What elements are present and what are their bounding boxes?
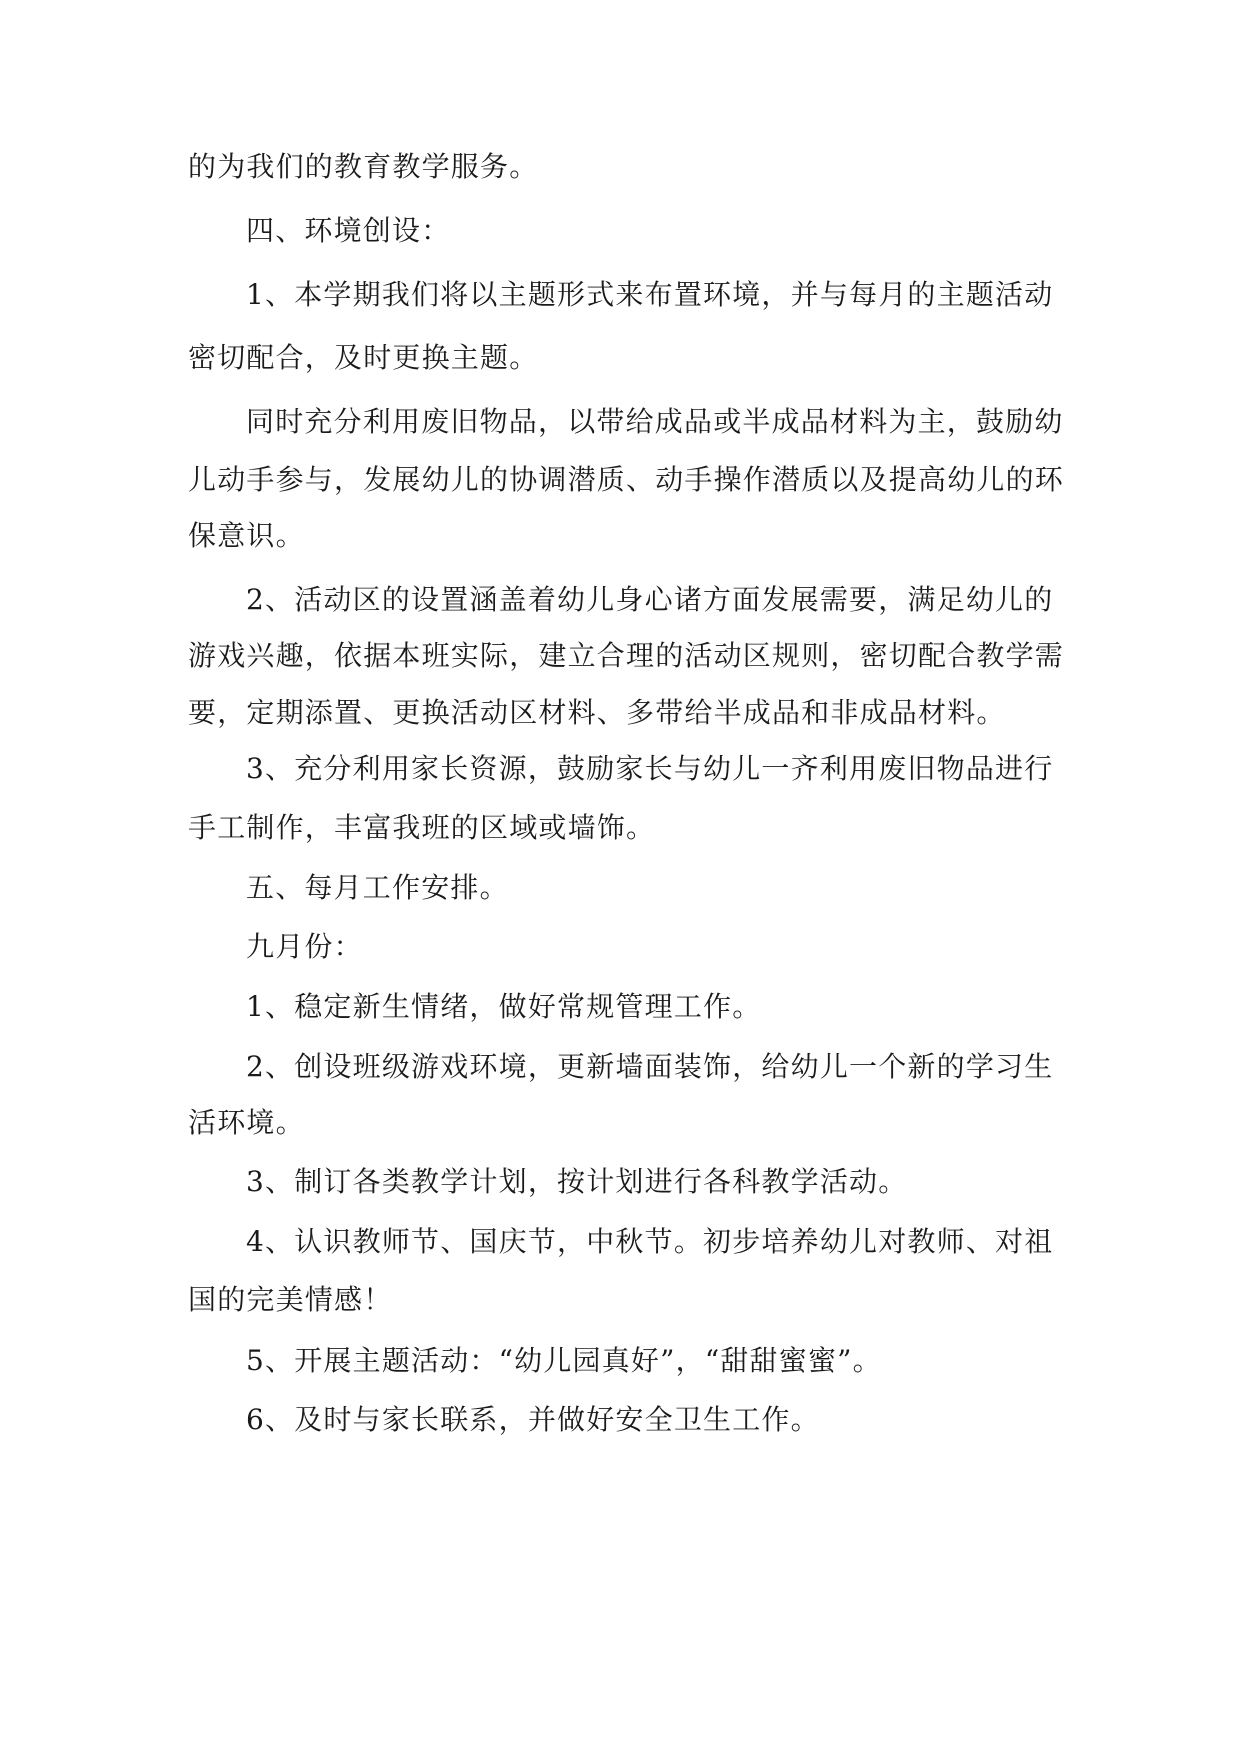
text-line: 儿动手参与，发展幼儿的协调潜质、动手操作潜质以及提高幼儿的环 xyxy=(188,463,1065,496)
text-line: 5、开展主题活动：“幼儿园真好”，“甜甜蜜蜜”。 xyxy=(246,1344,882,1377)
text-line: 国的完美情感！ xyxy=(188,1283,393,1316)
text-line: 6、及时与家长联系，并做好安全卫生工作。 xyxy=(246,1403,820,1436)
text-line: 手工制作，丰富我班的区域或墙饰。 xyxy=(188,811,656,844)
text-line: 1、稳定新生情绪，做好常规管理工作。 xyxy=(246,990,762,1023)
text-line: 2、创设班级游戏环境，更新墙面装饰，给幼儿一个新的学习生 xyxy=(246,1050,1054,1083)
month-heading: 九月份： xyxy=(246,930,363,963)
section-heading: 四、环境创设： xyxy=(246,214,451,247)
text-line: 的为我们的教育教学服务。 xyxy=(188,150,539,183)
text-line: 密切配合，及时更换主题。 xyxy=(188,341,539,374)
text-line: 3、充分利用家长资源，鼓励家长与幼儿一齐利用废旧物品进行 xyxy=(246,752,1054,785)
text-line: 3、制订各类教学计划，按计划进行各科教学活动。 xyxy=(246,1165,908,1198)
text-line: 游戏兴趣，依据本班实际，建立合理的活动区规则，密切配合教学需 xyxy=(188,639,1065,672)
text-line: 保意识。 xyxy=(188,519,305,552)
text-line: 要，定期添置、更换活动区材料、多带给半成品和非成品材料。 xyxy=(188,696,1006,729)
text-line: 1、本学期我们将以主题形式来布置环境，并与每月的主题活动 xyxy=(246,278,1054,311)
section-heading: 五、每月工作安排。 xyxy=(246,871,509,904)
text-line: 2、活动区的设置涵盖着幼儿身心诸方面发展需要，满足幼儿的 xyxy=(246,583,1054,616)
text-line: 活环境。 xyxy=(188,1106,305,1139)
text-line: 4、认识教师节、国庆节，中秋节。初步培养幼儿对教师、对祖 xyxy=(246,1225,1054,1258)
text-line: 同时充分利用废旧物品，以带给成品或半成品材料为主，鼓励幼 xyxy=(246,405,1064,438)
